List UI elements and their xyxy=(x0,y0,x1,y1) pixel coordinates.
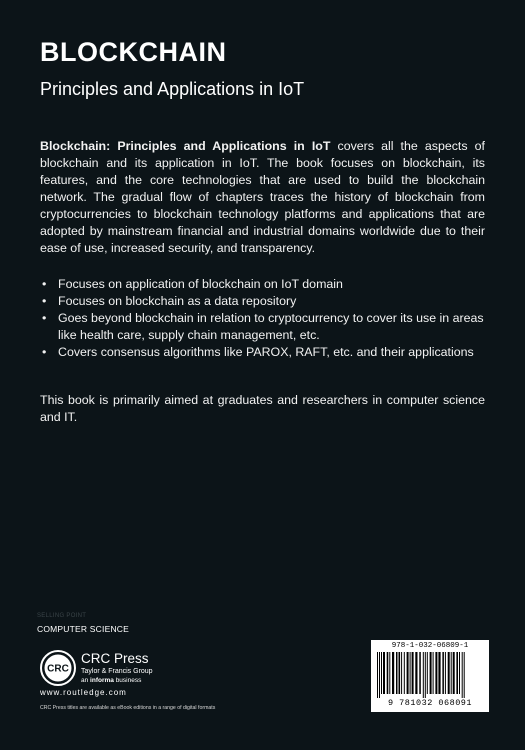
description-lead-bold: Blockchain: Principles and Applications in IoT xyxy=(40,139,331,153)
ebook-note: CRC Press titles are available as eBook editions in a range of digital formats xyxy=(40,705,216,711)
isbn-barcode xyxy=(371,640,489,712)
isbn-number: 978-1-032-06809-1 xyxy=(391,642,469,650)
audience-paragraph: This book is primarily aimed at graduates and researchers in computer science and IT. xyxy=(40,393,485,424)
description-lead-rest: covers all the aspects of blockchain and its application in IoT. The book focuses on blockchain, its features, and the core technologies that are used to build the blockchain network. The gradual flow of chapters traces the history of blockchain from cryptocurrencies to blockchain technology platforms and applications that are adopted by mainstream financial and industrial domains worldwide due to their ease of use, increased security, and transparency. xyxy=(40,139,485,255)
feature-item: • Goes beyond blockchain in relation to cryptocurrency to cover its use in areas like health care, supply chain management, etc. xyxy=(40,310,485,344)
feature-item: • Focuses on blockchain as a data repository xyxy=(40,293,485,310)
publisher-group: Taylor & Francis Group xyxy=(81,668,153,675)
feature-item: • Focuses on application of blockchain on IoT domain xyxy=(40,276,485,293)
series-label: SELLING POINT xyxy=(37,613,87,619)
publisher-informa: an informa business xyxy=(81,677,142,684)
barcode-bars xyxy=(377,652,483,698)
crc-logo-text: CRC xyxy=(47,663,69,675)
barcode-digits: 9 781032 068091 xyxy=(387,698,472,708)
feature-item: • Covers consensus algorithms like PAROX, RAFT, etc. and their applications xyxy=(40,344,485,361)
publisher-logo-block xyxy=(40,650,190,690)
book-subtitle: Principles and Applications in IoT xyxy=(40,79,305,99)
crc-logo-icon xyxy=(40,650,76,686)
publisher-url: www.routledge.com xyxy=(40,688,127,697)
publisher-name: CRC Press xyxy=(81,651,149,666)
subject-category: COMPUTER SCIENCE xyxy=(37,624,129,634)
feature-list xyxy=(40,276,485,361)
book-title: BLOCKCHAIN xyxy=(40,37,227,67)
description-paragraph xyxy=(40,138,485,257)
